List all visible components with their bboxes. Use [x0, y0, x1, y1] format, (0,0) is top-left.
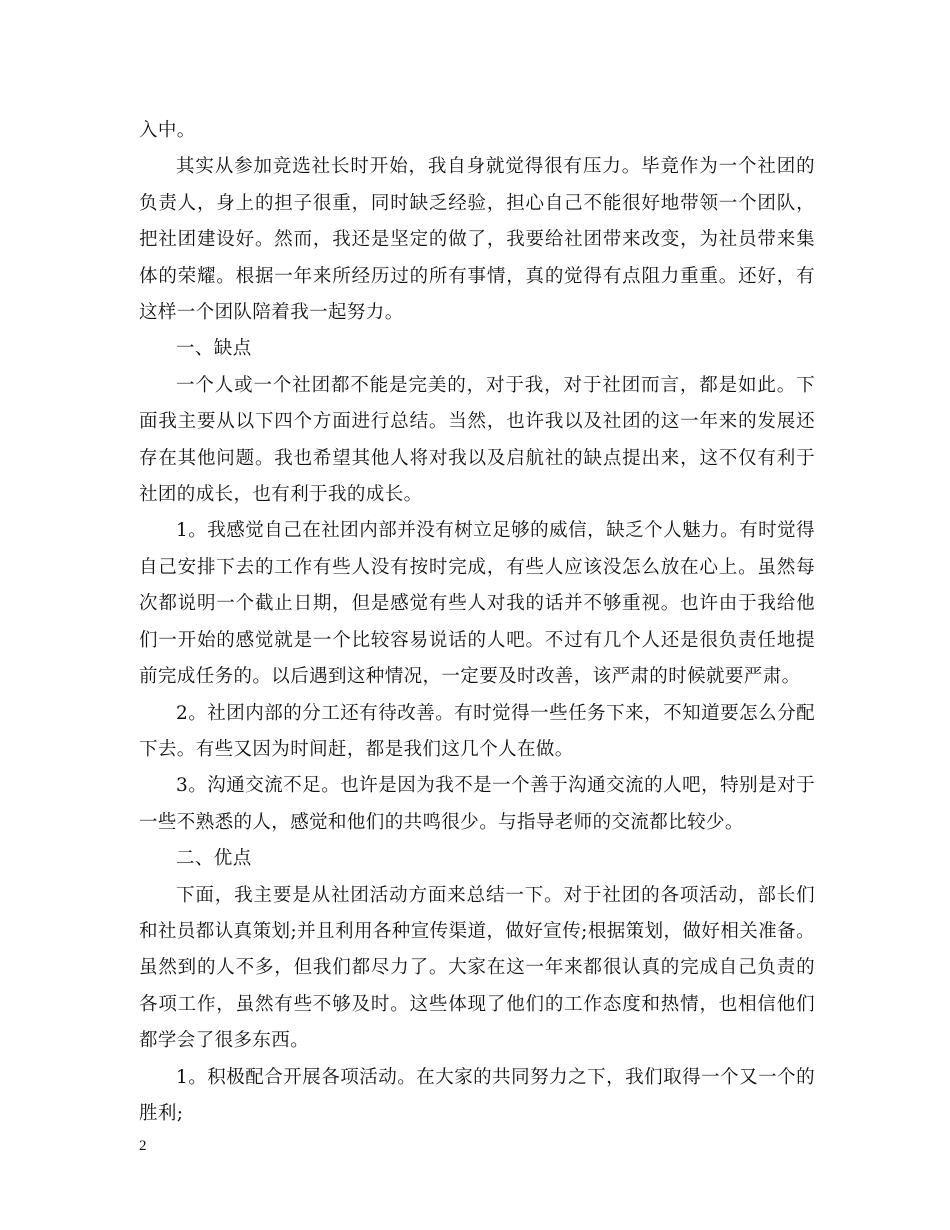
section-heading-shortcomings: 一、缺点 — [176, 338, 252, 360]
paragraph-shortcomings-intro: 一个人或一个社团都不能是完美的，对于我，对于社团而言，都是如此。下面我主要从以下四个方面进行总结。当然，也许我以及社团的这一年来的发展还存在其他问题。我也希望其他人将对我以及启航社的缺点提出来，这不仅有利于社团的成长，也有利于我的成长。 — [139, 374, 815, 506]
document-body — [139, 113, 815, 1132]
section-heading-strengths: 二、优点 — [176, 848, 252, 870]
paragraph-shortcoming-1: 1。我感觉自己在社团内部并没有树立足够的威信，缺乏个人魅力。有时觉得自己安排下去的工作有些人没有按时完成，有些人应该没怎么放在心上。虽然每次都说明一个截止日期，但是感觉有些人对我的话并不够重视。也许由于我给他们一开始的感觉就是一个比较容易说话的人吧。不过有几个人还是很负责任地提前完成任务的。以后遇到这种情况，一定要及时改善，该严肃的时候就要严肃。 — [139, 520, 815, 688]
paragraph-strength-1: 1。积极配合开展各项活动。在大家的共同努力之下，我们取得一个又一个的胜利; — [139, 1066, 815, 1124]
paragraph-intro: 其实从参加竞选社长时开始，我自身就觉得很有压力。毕竟作为一个社团的负责人，身上的担子很重，同时缺乏经验，担心自己不能很好地带领一个团队，把社团建设好。然而，我还是坚定的做了，我要给社团带来改变，为社员带来集体的荣耀。根据一年来所经历过的所有事情，真的觉得有点阻力重重。还好，有这样一个团队陪着我一起努力。 — [139, 156, 815, 324]
page-number: 2 — [139, 1138, 147, 1154]
paragraph-continuation: 入中。 — [139, 120, 196, 141]
paragraph-shortcoming-3: 3。沟通交流不足。也许是因为我不是一个善于沟通交流的人吧，特别是对于一些不熟悉的人，感觉和他们的共鸣很少。与指导老师的交流都比较少。 — [139, 775, 815, 833]
paragraph-strengths-intro: 下面，我主要是从社团活动方面来总结一下。对于社团的各项活动，部长们和社员都认真策划;并且利用各种宣传渠道，做好宣传;根据策划，做好相关准备。虽然到的人不多，但我们都尽力了。大家在这一年来都很认真的完成自己负责的各项工作，虽然有些不够及时。这些体现了他们的工作态度和热情，也相信他们都学会了很多东西。 — [139, 884, 815, 1052]
paragraph-shortcoming-2: 2。社团内部的分工还有待改善。有时觉得一些任务下来，不知道要怎么分配下去。有些又因为时间赶，都是我们这几个人在做。 — [139, 702, 815, 760]
